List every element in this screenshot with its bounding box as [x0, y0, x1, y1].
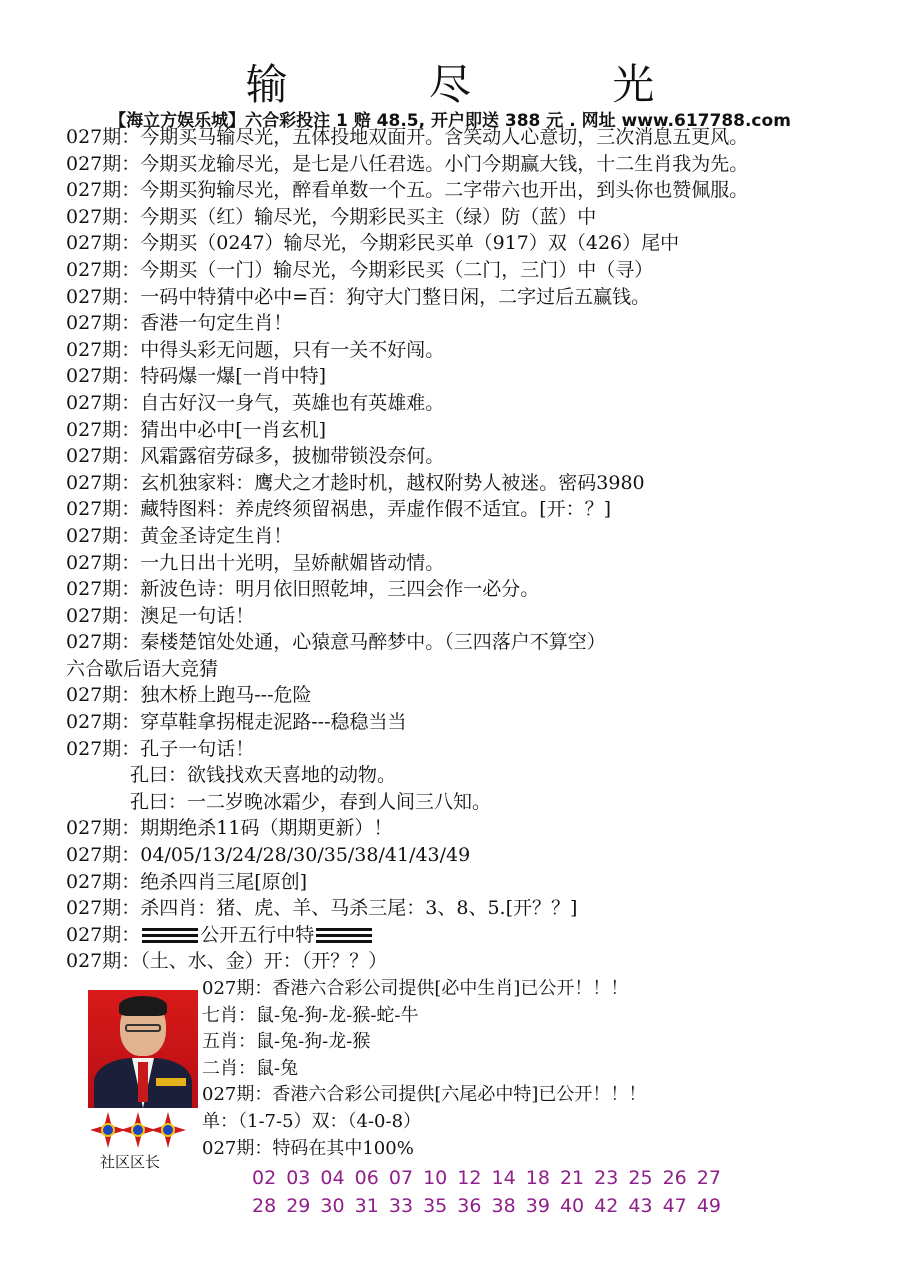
wuxing-text: 公开五行中特 — [200, 923, 315, 946]
list-item: 027期：玄机独家料：鹰犬之才趁时机，越权附势人被迷。密码3980 — [66, 471, 645, 494]
kong-quote: 孔曰：一二岁晚冰霜少，春到人间三八知。 — [130, 790, 492, 813]
page-title: 输 尽 光 — [245, 60, 719, 109]
list-item: 027期：今期买马输尽光，五体投地双面开。含笑动人心意切，三次消息五更风。 — [66, 126, 749, 148]
kong-quote: 孔曰：欲钱找欢天喜地的动物。 — [130, 764, 397, 787]
promo-banner: 【海立方娱乐城】六合彩投注 1 赔 48.5, 开户即送 388 元 . 网址 www.617788.com — [109, 111, 791, 131]
list-item: 027期：穿草鞋拿拐棍走泥路---稳稳当当 — [66, 711, 407, 734]
medal-icon — [148, 1110, 188, 1150]
list-item: 027期：一码中特猜中必中=百：狗守大门整日闲，二字过后五赢钱。 — [66, 285, 651, 308]
list-item: 027期：（土、水、金）开：（开？？） — [66, 950, 388, 973]
list-item: 027期：今期买龙输尽光，是七是八任君选。小门今期赢大钱，十二生肖我为先。 — [66, 152, 749, 175]
section-heading: 六合歇后语大竞猜 — [66, 657, 219, 680]
list-item: 027期：今期买（一门）输尽光，今期彩民买（二门，三门）中（寻） — [66, 258, 654, 281]
list-item: 027期：澳足一句话！ — [66, 604, 255, 627]
list-item: 027期：风霜露宿劳碌多，披枷带锁没奈何。 — [66, 445, 445, 468]
number-row: 02 03 04 06 07 10 12 14 18 21 23 25 26 27 — [252, 1167, 721, 1189]
number-block — [252, 1164, 892, 1220]
medals — [88, 1110, 188, 1154]
number-row: 28 29 30 31 33 35 36 38 39 40 42 43 47 49 — [252, 1195, 721, 1217]
list-item: 027期：今期买狗输尽光，醉看单数一个五。二字带六也开出，到头你也赞佩服。 — [66, 179, 749, 202]
list-item: 027期：绝杀四肖三尾[原创] — [66, 870, 308, 893]
list-item: 027期：一九日出十光明，呈娇献媚皆动情。 — [66, 551, 445, 574]
list-item: 027期：孔子一句话！ — [66, 737, 255, 760]
list-item: 七肖：鼠-兔-狗-龙-猴-蛇-牛 — [202, 1004, 419, 1026]
list-item: 二肖：鼠-兔 — [202, 1057, 299, 1079]
wuxing-prefix: 027期： — [66, 923, 141, 946]
list-item: 027期：猜出中必中[一肖玄机] — [66, 418, 327, 441]
prediction-list — [66, 124, 896, 975]
list-item: 027期：中得头彩无问题，只有一关不好闯。 — [66, 338, 445, 361]
list-item: 027期：香港一句定生肖！ — [66, 312, 293, 335]
list-item: 027期：新波色诗：明月依旧照乾坤，三四会作一必分。 — [66, 578, 540, 601]
portrait-photo — [88, 990, 198, 1108]
list-item: 027期：自古好汉一身气，英雄也有英雄难。 — [66, 391, 445, 414]
photo-caption: 社区区长 — [99, 1153, 160, 1171]
side-info — [202, 976, 892, 1162]
list-item: 027期：特码爆一爆[一肖中特] — [66, 365, 327, 388]
list-item: 027期：04/05/13/24/28/30/35/38/41/43/49 — [66, 844, 471, 867]
wuxing-line — [66, 922, 896, 949]
list-item: 027期：藏特图料：养虎终须留祸患，弄虚作假不适宜。[开：？] — [66, 498, 612, 521]
list-item: 027期：独木桥上跑马---危险 — [66, 684, 312, 707]
list-item: 027期：秦楼楚馆处处通，心猿意马醉梦中。（三四落户不算空） — [66, 631, 606, 654]
list-item: 027期：杀四肖：猪、虎、羊、马杀三尾：3、8、5.[开？？] — [66, 897, 578, 920]
list-item: 027期：今期买（0247）输尽光，今期彩民买单（917）双（426）尾中 — [66, 232, 680, 255]
triple-bar-icon — [316, 928, 372, 943]
list-item: 五肖：鼠-兔-狗-龙-猴 — [202, 1031, 371, 1053]
list-item: 单：（1-7-5）双：（4-0-8） — [202, 1110, 422, 1132]
triple-bar-icon — [142, 928, 198, 943]
list-item: 027期：特码在其中100% — [202, 1137, 414, 1159]
list-item: 027期：黄金圣诗定生肖！ — [66, 524, 293, 547]
list-item: 027期：香港六合彩公司提供[必中生肖]已公开！！！ — [202, 978, 629, 999]
list-item: 027期：香港六合彩公司提供[六尾必中特]已公开！！！ — [202, 1084, 647, 1106]
list-item: 027期：今期买（红）输尽光，今期彩民买主（绿）防（蓝）中 — [66, 205, 597, 228]
list-item: 027期：期期绝杀11码（期期更新）！ — [66, 817, 393, 840]
